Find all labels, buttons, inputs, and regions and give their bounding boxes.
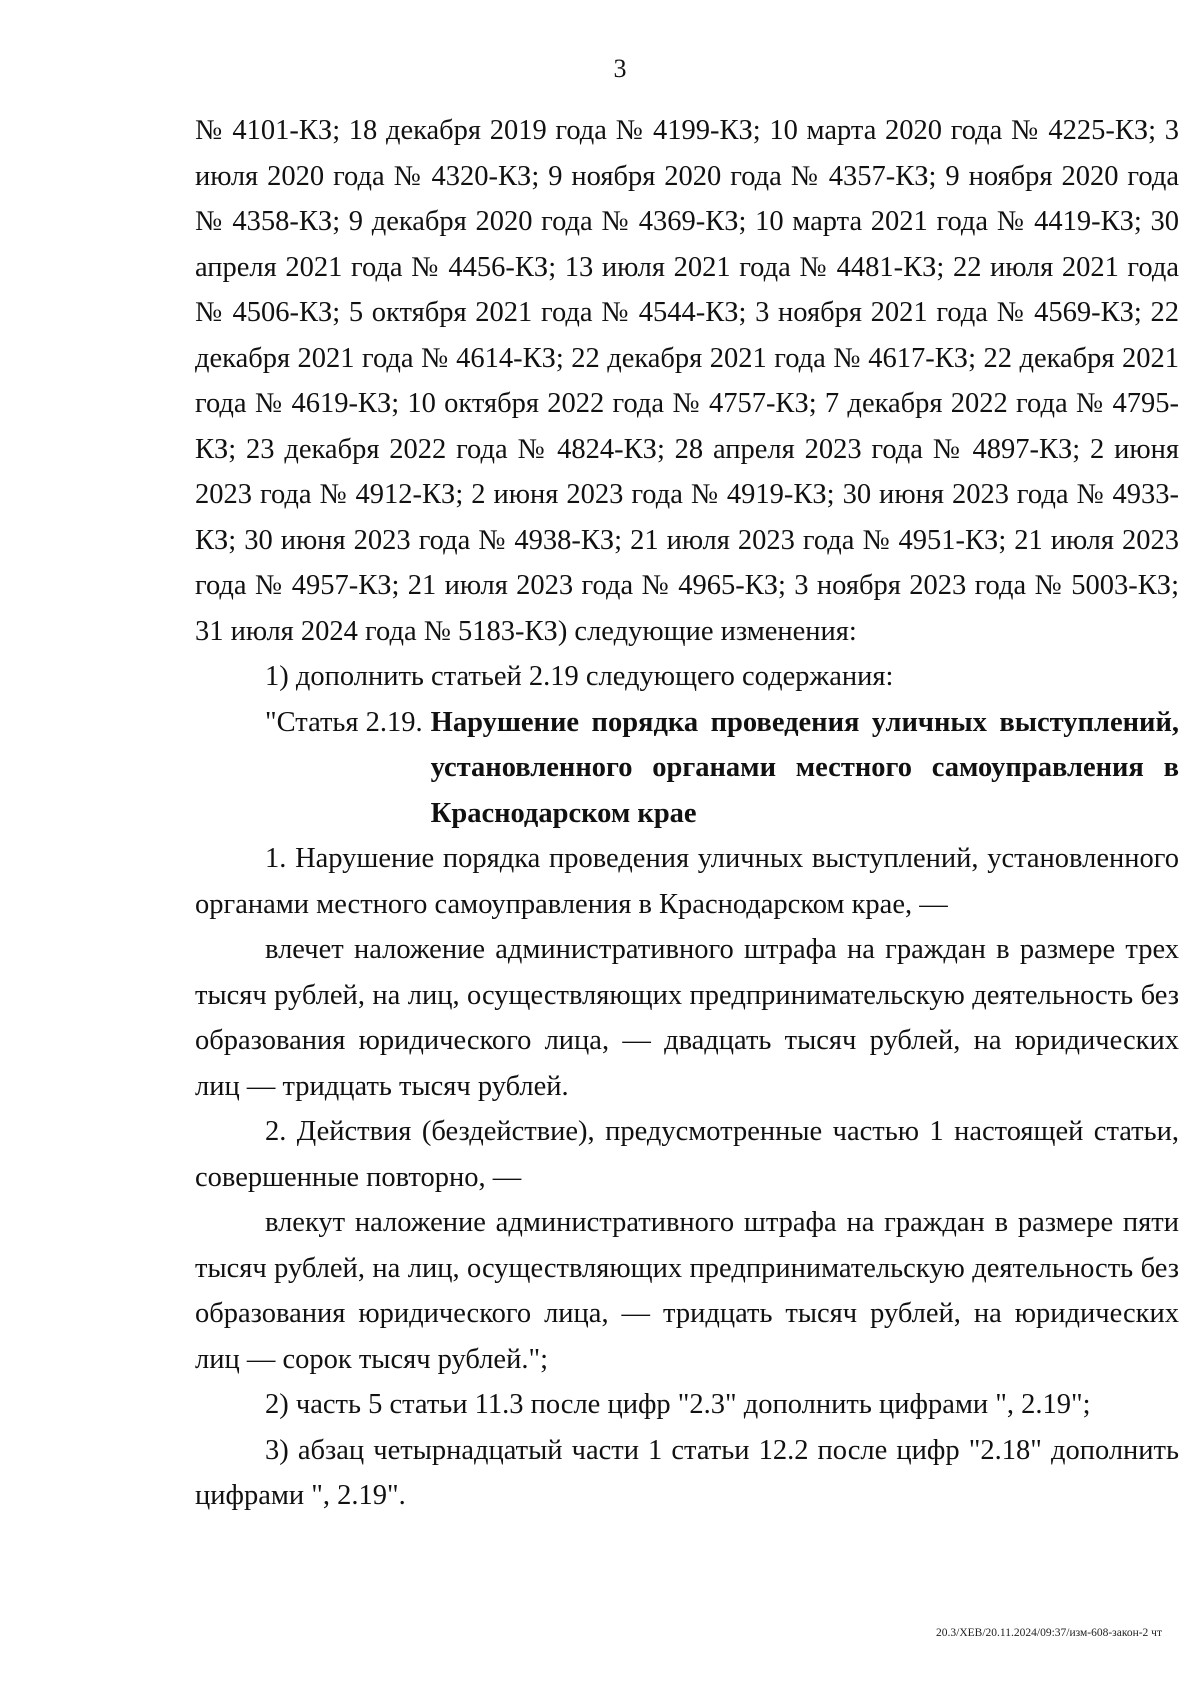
document-body [195,108,1179,1519]
amendments-list-paragraph: № 4101-КЗ; 18 декабря 2019 года № 4199-КЗ; 10 марта 2020 года № 4225-КЗ; 3 июля 2020 года № 4320-КЗ; 9 ноября 2020 года № 4357-КЗ; 9 ноября 2020 года № 4358-КЗ; 9 декабря 2020 года № 4369-КЗ; 10 марта 2021 года № 4419-КЗ; 30 апреля 2021 года № 4456-КЗ; 13 июля 2021 года № 4481-КЗ; 22 июля 2021 года № 4506-КЗ; 5 октября 2021 года № 4544-КЗ; 3 ноября 2021 года № 4569-КЗ; 22 декабря 2021 года № 4614-КЗ; 22 декабря 2021 года № 4617-КЗ; 22 декабря 2021 года № 4619-КЗ; 10 октября 2022 года № 4757-КЗ; 7 декабря 2022 года № 4795-КЗ; 23 декабря 2022 года № 4824-КЗ; 28 апреля 2023 года № 4897-КЗ; 2 июня 2023 года № 4912-КЗ; 2 июня 2023 года № 4919-КЗ; 30 июня 2023 года № 4933-КЗ; 30 июня 2023 года № 4938-КЗ; 21 июля 2023 года № 4951-КЗ; 21 июля 2023 года № 4957-КЗ; 21 июля 2023 года № 4965-КЗ; 3 ноября 2023 года № 5003-КЗ; 31 июля 2024 года № 5183-КЗ) следующие изменения: [195,115,1179,647]
article-heading [195,700,1179,837]
article-part-1: 1. Нарушение порядка проведения уличных выступлений, установленного органами местного самоуправления в Краснодарском крае, — [195,843,1179,920]
article-part-2: 2. Действия (бездействие), предусмотренные частью 1 настоящей статьи, совершенные повторно, — [195,1116,1179,1193]
page-number: 3 [613,54,627,83]
document-code: 20.3/ХЕВ/20.11.2024/09:37/изм-608-закон-2 чт [936,1627,1162,1639]
item-1: 1) дополнить статьей 2.19 следующего содержания: [265,661,894,692]
article-number: "Статья 2.19. [265,706,423,738]
item-2: 2) часть 5 статьи 11.3 после цифр "2.3" дополнить цифрами ", 2.19"; [265,1389,1091,1420]
article-part-1-penalty: влечет наложение административного штрафа на граждан в размере трех тысяч рублей, на лиц, осуществляющих предпринимательскую деятельность без образования юридического лица, — двадцать тысяч рублей, на юридических лиц — тридцать тысяч рублей. [195,934,1179,1102]
article-part-2-penalty: влекут наложение административного штрафа на граждан в размере пяти тысяч рублей, на лиц, осуществляющих предпринимательскую деятельность без образования юридического лица, — тридцать тысяч рублей, на юридических лиц — сорок тысяч рублей."; [195,1207,1179,1375]
item-3: 3) абзац четырнадцатый части 1 статьи 12.2 после цифр "2.18" дополнить цифрами ", 2.19". [195,1434,1179,1511]
article-title: Нарушение порядка проведения уличных выступлений, установленного органами местного самоуправления в Краснодарском крае [430,706,1179,829]
